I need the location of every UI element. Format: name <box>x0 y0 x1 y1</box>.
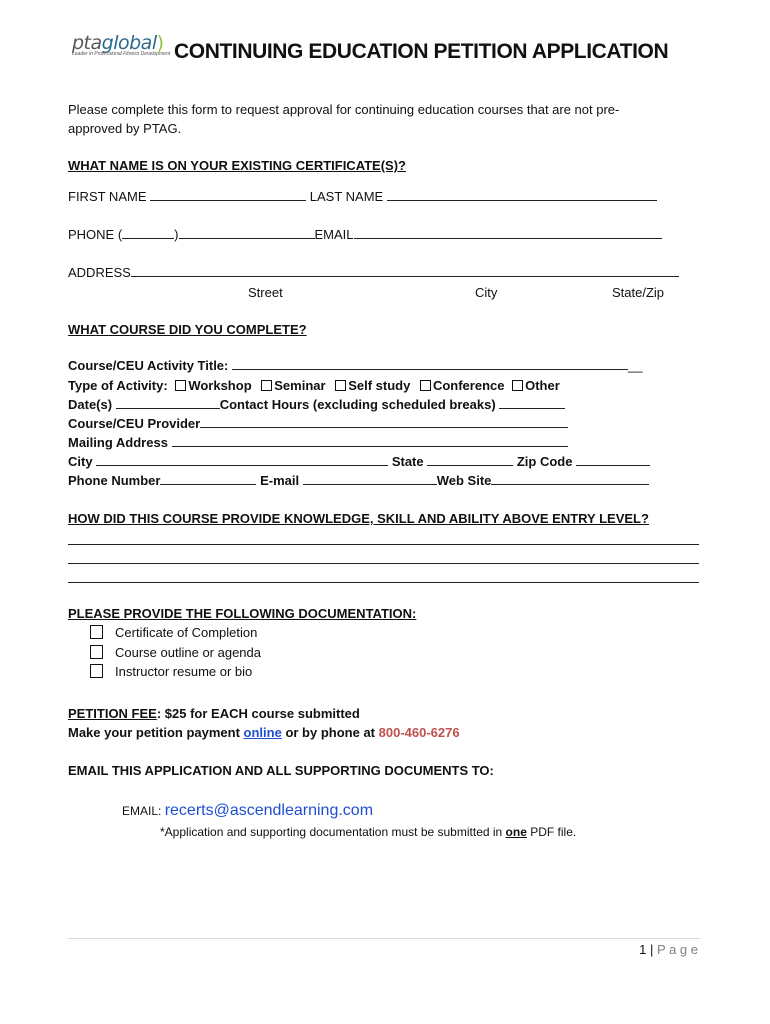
self-study-checkbox[interactable] <box>335 380 346 391</box>
activity-type-row <box>68 378 560 393</box>
knowledge-answer-line-3[interactable] <box>68 582 699 583</box>
course-zip-field[interactable] <box>576 454 650 466</box>
city-state-zip-row <box>68 454 650 469</box>
footer-divider <box>68 938 700 939</box>
petition-fee-row <box>68 706 360 721</box>
first-name-label: FIRST NAME <box>68 189 147 204</box>
submission-note <box>160 825 576 839</box>
seminar-checkbox[interactable] <box>261 380 272 391</box>
payment-row <box>68 725 460 740</box>
activity-option-self-study[interactable]: Self study <box>335 378 410 393</box>
logo <box>72 32 170 57</box>
first-name-field[interactable] <box>150 189 306 201</box>
page-title: CONTINUING EDUCATION PETITION APPLICATION <box>174 40 669 63</box>
course-website-field[interactable] <box>491 473 649 485</box>
activity-option-workshop[interactable]: Workshop <box>175 378 251 393</box>
submission-email-row <box>122 802 373 820</box>
phone-number-field[interactable] <box>179 227 315 239</box>
course-title-field[interactable] <box>232 358 628 370</box>
course-city-label: City <box>68 454 93 469</box>
knowledge-answer-line-1[interactable] <box>68 544 699 545</box>
course-state-label: State <box>391 454 424 469</box>
activity-type-label: Type of Activity: <box>68 378 168 393</box>
course-state-field[interactable] <box>427 454 513 466</box>
payment-phone: 800-460-6276 <box>378 725 460 740</box>
email-field[interactable] <box>354 227 662 239</box>
course-city-field[interactable] <box>96 454 388 466</box>
doc-item-certificate[interactable]: Certificate of Completion <box>90 625 257 640</box>
mailing-address-field[interactable] <box>172 435 568 447</box>
activity-option-conference[interactable]: Conference <box>420 378 505 393</box>
mailing-row <box>68 435 568 450</box>
knowledge-heading: HOW DID THIS COURSE PROVIDE KNOWLEDGE, SKILL AND ABILITY ABOVE ENTRY LEVEL? <box>68 511 649 526</box>
course-website-label: Web Site <box>436 473 492 488</box>
documentation-heading: PLEASE PROVIDE THE FOLLOWING DOCUMENTATION: <box>68 606 417 621</box>
petition-fee-label: PETITION FEE <box>68 706 157 721</box>
doc-certificate-checkbox[interactable] <box>90 625 103 639</box>
mailing-address-label: Mailing Address <box>68 435 168 450</box>
course-title-row <box>68 358 642 373</box>
logo-swoosh-icon: ) <box>156 32 164 54</box>
activity-option-seminar[interactable]: Seminar <box>261 378 325 393</box>
doc-outline-checkbox[interactable] <box>90 645 103 659</box>
contact-hours-label: Contact Hours (excluding scheduled breaks) <box>219 397 496 412</box>
dates-label: Date(s) <box>68 397 113 412</box>
phone-area-code-field[interactable] <box>122 227 174 239</box>
course-email-label: E-mail <box>260 473 300 488</box>
phone-close: ) <box>174 227 179 242</box>
certificate-heading: WHAT NAME IS ON YOUR EXISTING CERTIFICATE(S)? <box>68 158 406 173</box>
other-checkbox[interactable] <box>512 380 523 391</box>
note-suffix: PDF file. <box>526 825 577 839</box>
doc-item-outline[interactable]: Course outline or agenda <box>90 645 261 660</box>
doc-resume-checkbox[interactable] <box>90 664 103 678</box>
course-email-field[interactable] <box>303 473 437 485</box>
city-caption: City <box>475 285 498 300</box>
online-payment-link[interactable]: online <box>243 725 282 740</box>
course-title-label: Course/CEU Activity Title: <box>68 358 229 373</box>
workshop-checkbox[interactable] <box>175 380 186 391</box>
last-name-label: LAST NAME <box>309 189 384 204</box>
note-prefix: *Application and supporting documentation must be submitted in <box>160 825 506 839</box>
logo-tagline: Leader in Professional Fitness Development <box>72 51 171 57</box>
intro-line-1: Please complete this form to request approval for continuing education courses that are not pre- <box>68 102 620 117</box>
dates-row <box>68 397 565 412</box>
name-row <box>68 189 657 204</box>
page-word: P a g e <box>657 942 698 957</box>
logo-global: global <box>101 32 157 54</box>
submission-email-link[interactable]: recerts@ascendlearning.com <box>164 802 374 819</box>
petition-fee-text: : $25 for EACH course submitted <box>156 706 360 721</box>
course-phone-field[interactable] <box>160 473 256 485</box>
contact-row <box>68 473 649 488</box>
email-heading: EMAIL THIS APPLICATION AND ALL SUPPORTING DOCUMENTS TO: <box>68 763 494 778</box>
provider-row <box>68 416 568 431</box>
email-label: EMAIL <box>314 227 354 242</box>
payment-middle: or by phone at <box>281 725 379 740</box>
dates-field[interactable] <box>116 397 220 409</box>
provider-field[interactable] <box>200 416 568 428</box>
address-row <box>68 265 679 280</box>
phone-label: PHONE ( <box>68 227 123 242</box>
activity-option-other[interactable]: Other <box>512 378 560 393</box>
payment-prefix: Make your petition payment <box>68 725 244 740</box>
doc-item-resume[interactable]: Instructor resume or bio <box>90 664 252 679</box>
conference-checkbox[interactable] <box>420 380 431 391</box>
submission-email-label: EMAIL: <box>122 804 165 818</box>
intro-line-2: approved by PTAG. <box>68 121 182 136</box>
provider-label: Course/CEU Provider <box>68 416 201 431</box>
footer-page-label <box>639 942 698 957</box>
address-field[interactable] <box>131 265 679 277</box>
course-phone-label: Phone Number <box>68 473 161 488</box>
course-heading: WHAT COURSE DID YOU COMPLETE? <box>68 322 307 337</box>
logo-pta: pta <box>72 32 102 54</box>
last-name-field[interactable] <box>387 189 657 201</box>
knowledge-answer-line-2[interactable] <box>68 563 699 564</box>
note-one: one <box>505 825 527 839</box>
contact-hours-field[interactable] <box>499 397 565 409</box>
phone-email-row <box>68 227 662 242</box>
address-label: ADDRESS <box>68 265 131 280</box>
state-zip-caption: State/Zip <box>612 285 665 300</box>
page-number: 1 <box>639 942 647 957</box>
course-zip-label: Zip Code <box>516 454 573 469</box>
page-separator: | <box>650 942 654 957</box>
street-caption: Street <box>248 285 283 300</box>
course-title-trailing: __ <box>628 358 643 373</box>
